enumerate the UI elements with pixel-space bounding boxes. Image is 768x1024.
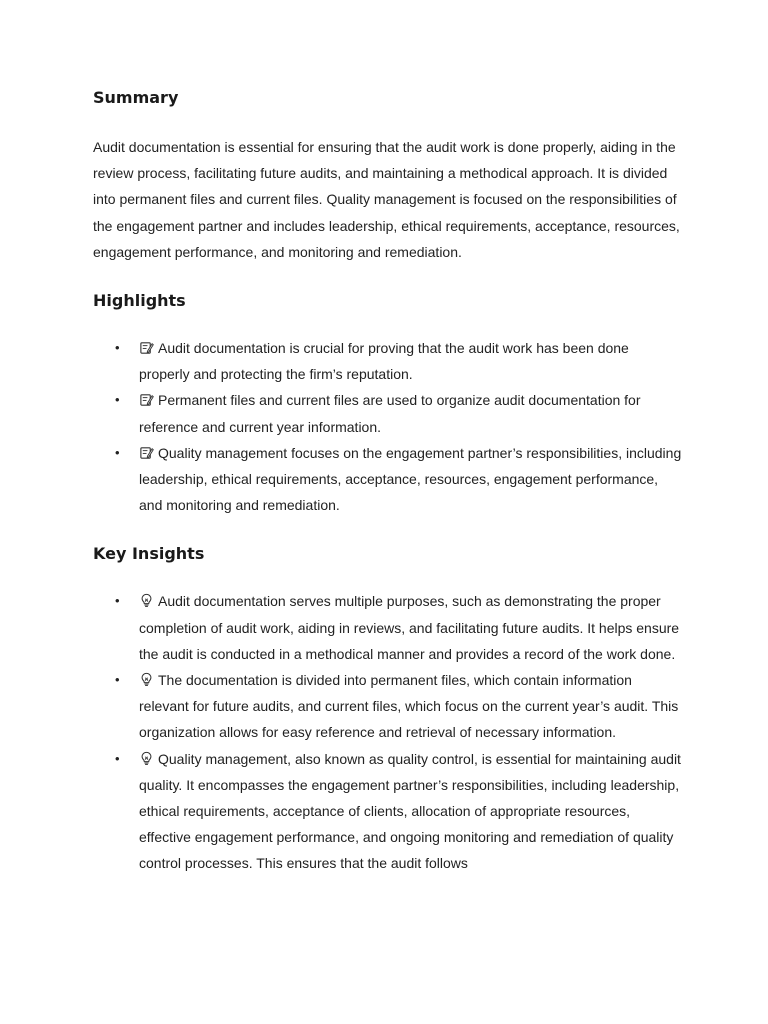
list-item (93, 335, 683, 387)
highlights-heading: Highlights (93, 291, 186, 311)
memo-pencil-icon (139, 445, 154, 460)
insight-text: The documentation is divided into permanent files, which contain information relevant for future audits, and current files, which focus on the current year’s audit. This organization allows for easy reference and retrieval of necessary information. (139, 672, 679, 741)
highlight-text: Quality management focuses on the engagement partner’s responsibilities, including leadership, ethical requirements, acceptance, resources, engagement performance, and monitoring and remediation. (139, 444, 682, 514)
highlights-list (93, 335, 683, 518)
key-insights-list (93, 588, 683, 876)
summary-text: Audit documentation is essential for ensuring that the audit work is done properly, aiding in the review process, facilitating future audits, and maintaining a methodical approach. It is divided into permanent files and current files. Quality management is focused on the responsibilities of the engagement partner and includes leadership, ethical requirements, acceptance, resources, engagement performance, and monitoring and remediation. (93, 139, 680, 260)
highlight-text: Permanent files and current files are used to organize audit documentation for reference and current year information. (139, 392, 641, 435)
insight-text: Audit documentation serves multiple purposes, such as demonstrating the proper completion of audit work, aiding in reviews, and facilitating future audits. It helps ensure the audit is conducted in a methodical manner and provides a record of the work done. (139, 593, 680, 662)
bullet: • (115, 672, 120, 688)
lightbulb-icon (139, 751, 154, 766)
list-item (93, 667, 683, 746)
highlight-text: Audit documentation is crucial for proving that the audit work has been done properly and protecting the firm’s reputation. (139, 340, 629, 383)
list-item (93, 387, 683, 439)
memo-pencil-icon (139, 340, 154, 355)
bullet: • (115, 444, 120, 460)
list-item (93, 746, 683, 877)
list-item (93, 440, 683, 519)
insight-text: Quality management, also known as quality control, is essential for maintaining audit quality. It encompasses the engagement partner’s responsibilities, including leadership, ethical requirements, acceptance of clients, allocation of appropriate resources, effective engagement performance, and ongoing monitoring and remediation of quality control processes. This ensures that the audit follows (139, 750, 681, 872)
list-item (93, 588, 683, 667)
lightbulb-icon (139, 672, 154, 687)
memo-pencil-icon (139, 392, 154, 407)
lightbulb-icon (139, 593, 154, 608)
bullet: • (115, 340, 120, 356)
document-page (93, 0, 683, 877)
key-insights-heading: Key Insights (93, 544, 205, 564)
bullet: • (115, 392, 120, 408)
bullet: • (115, 750, 120, 766)
bullet: • (115, 593, 120, 609)
summary-heading: Summary (93, 88, 179, 107)
